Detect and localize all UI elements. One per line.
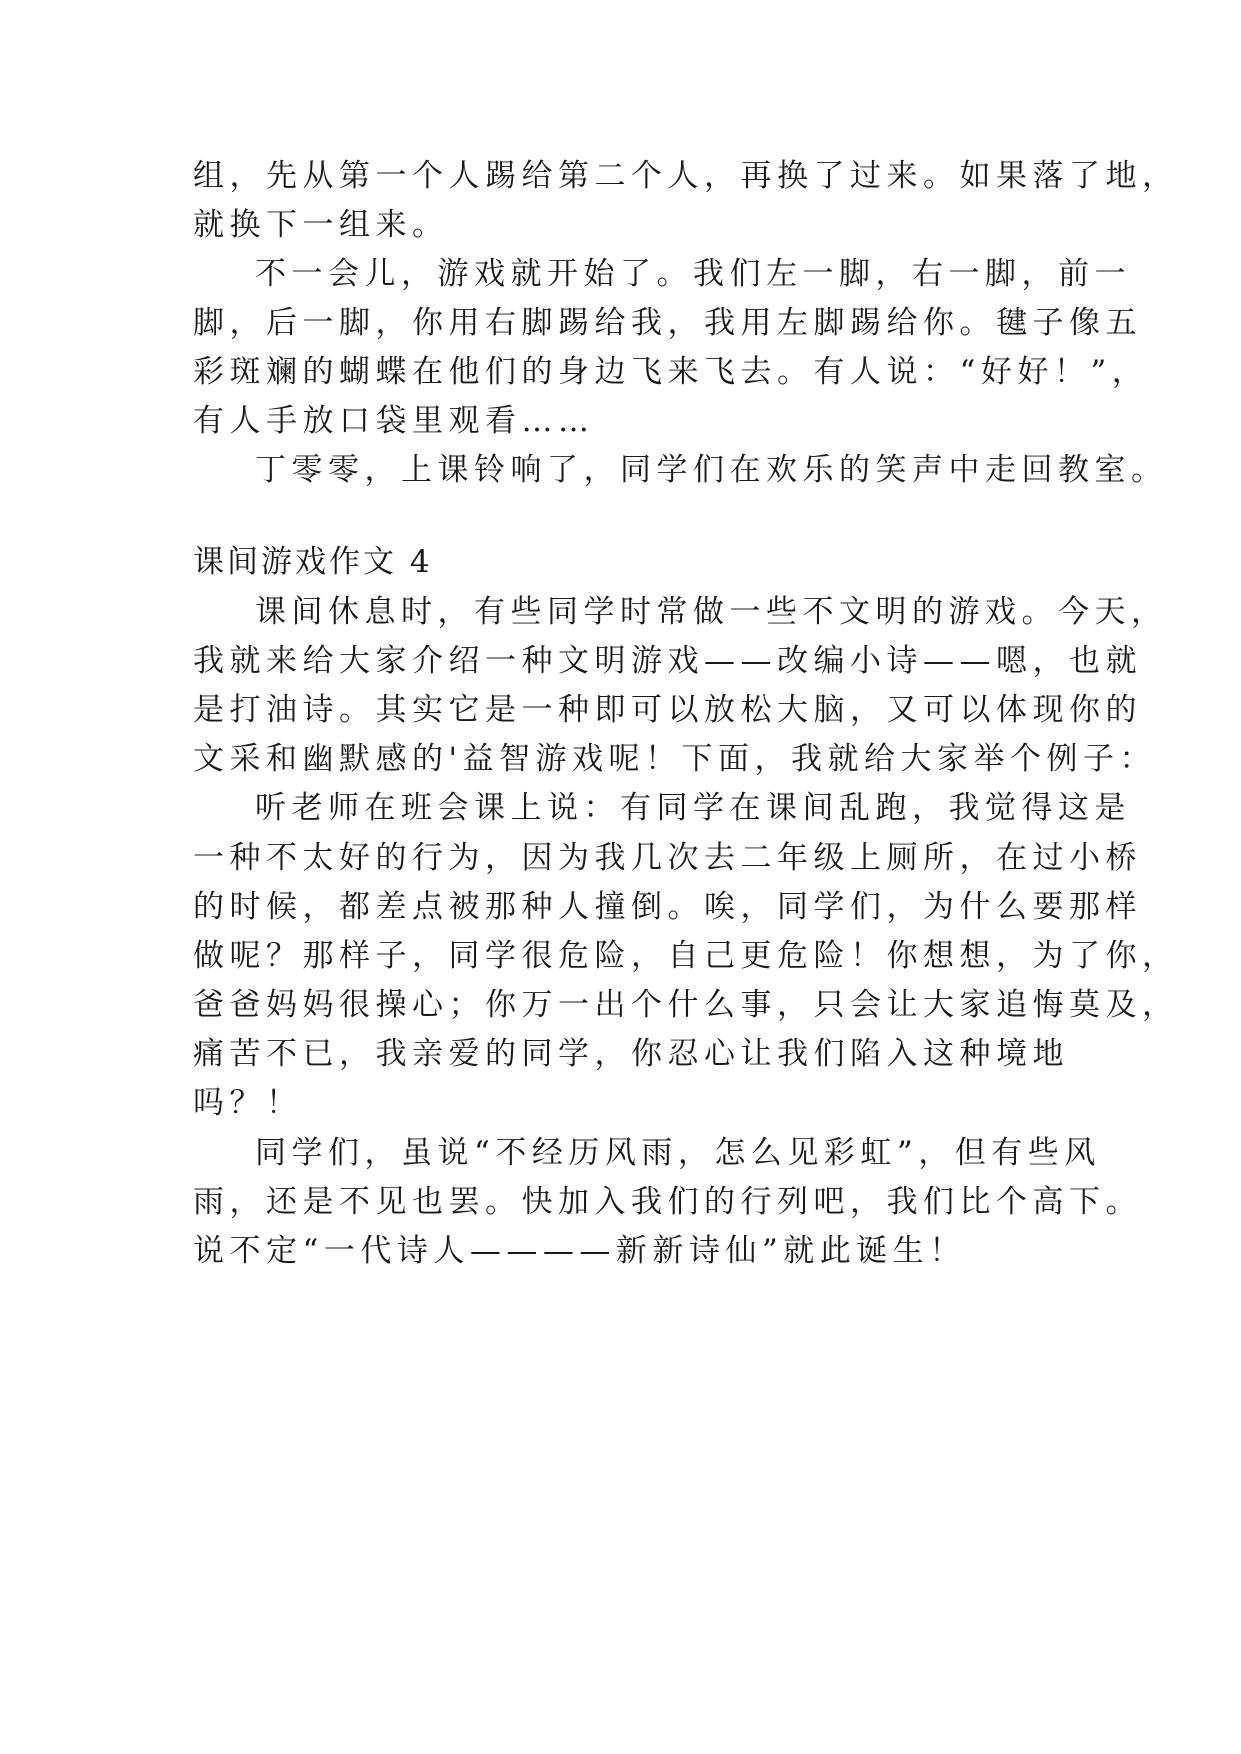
paragraph-line: 彩斑斓的蝴蝶在他们的身边飞来飞去。有人说：“好好！”， xyxy=(193,354,1149,390)
paragraph-line: 是打油诗。其实它是一种即可以放松大脑，又可以体现你的 xyxy=(193,692,1142,728)
paragraph-line: 丁零零，上课铃响了，同学们在欢乐的笑声中走回教室。 xyxy=(255,452,1168,488)
paragraph-line: 不一会儿，游戏就开始了。我们左一脚，右一脚，前一 xyxy=(255,256,1131,292)
section-heading: 课间游戏作文 4 xyxy=(193,544,433,580)
paragraph-line: 一种不太好的行为，因为我几次去二年级上厕所，在过小桥 xyxy=(193,840,1142,876)
paragraph-line: 同学们，虽说“不经历风雨，怎么见彩虹”，但有些风 xyxy=(255,1135,1101,1171)
paragraph-line: 就换下一组来。 xyxy=(193,207,449,243)
paragraph-line: 课间休息时，有些同学时常做一些不文明的游戏。今天， xyxy=(255,594,1168,630)
paragraph-line: 听老师在班会课上说：有同学在课间乱跑，我觉得这是 xyxy=(255,790,1131,826)
paragraph-line: 文采和幽默感的'益智游戏呢！下面，我就给大家举个例子： xyxy=(193,741,1157,777)
paragraph-line: 组，先从第一个人踢给第二个人，再换了过来。如果落了地， xyxy=(193,158,1179,194)
paragraph-line: 吗？！ xyxy=(193,1085,303,1121)
paragraph-line: 有人手放口袋里观看…… xyxy=(193,403,595,439)
paragraph-line: 雨，还是不见也罢。快加入我们的行列吧，我们比个高下。 xyxy=(193,1184,1142,1220)
paragraph-line: 脚，后一脚，你用右脚踢给我，我用左脚踢给你。毽子像五 xyxy=(193,305,1142,341)
paragraph-line: 痛苦不已，我亲爱的同学，你忍心让我们陷入这种境地 xyxy=(193,1036,1069,1072)
paragraph-line: 爸爸妈妈很操心；你万一出个什么事，只会让大家追悔莫及， xyxy=(193,987,1179,1023)
paragraph-line: 我就来给大家介绍一种文明游戏——改编小诗——嗯，也就 xyxy=(193,643,1142,679)
paragraph-line: 做呢？那样子，同学很危险，自己更危险！你想想，为了你， xyxy=(193,938,1179,974)
paragraph-line: 说不定“一代诗人————新新诗仙”就此诞生！ xyxy=(193,1233,966,1269)
paragraph-line: 的时候，都差点被那种人撞倒。唉，同学们，为什么要那样 xyxy=(193,889,1142,925)
